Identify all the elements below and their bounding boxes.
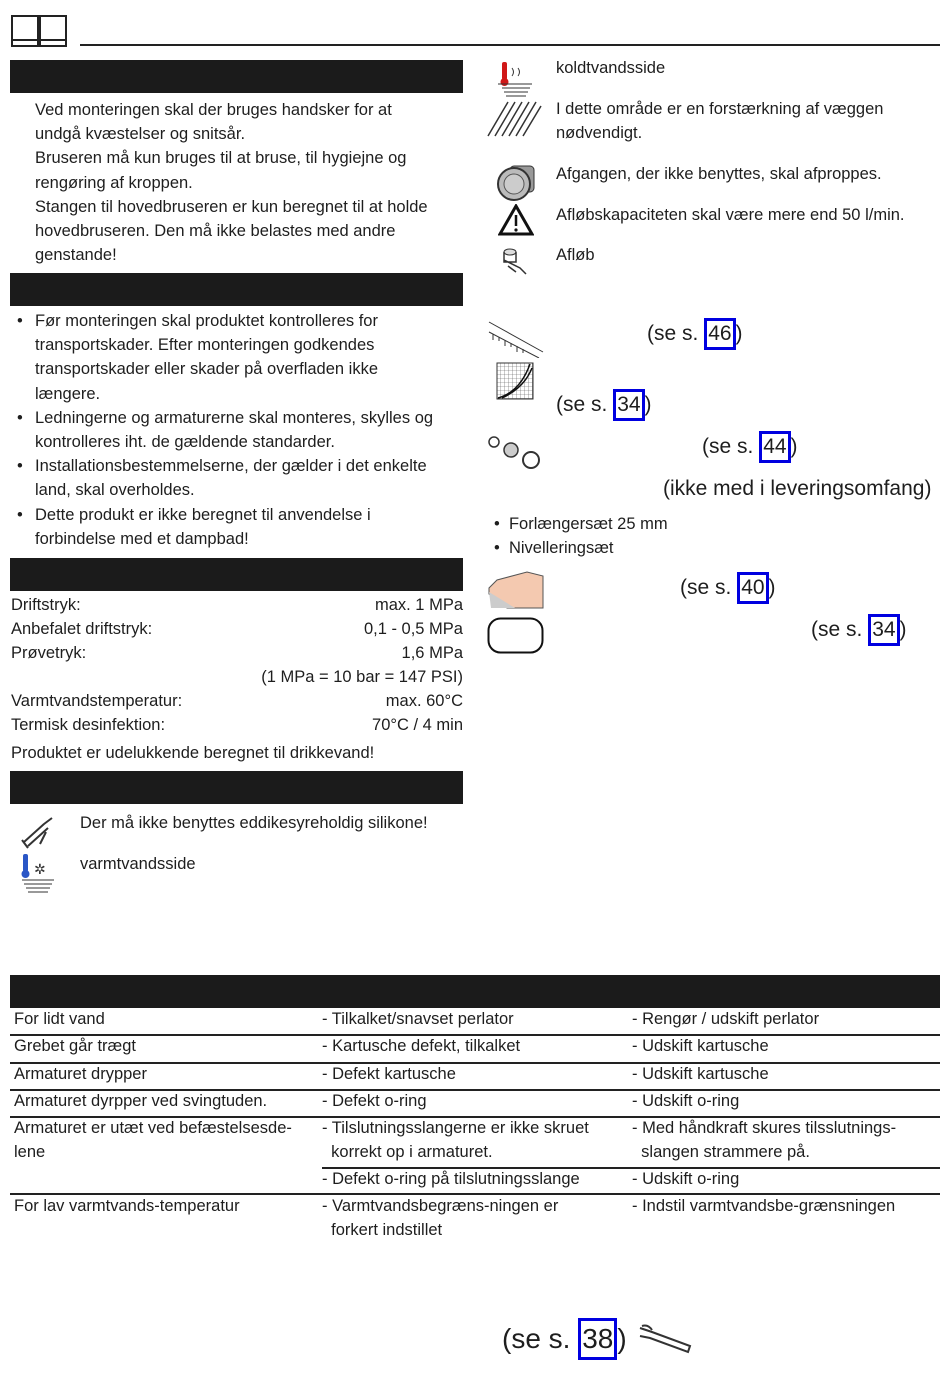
hot-water-side-icon (20, 852, 56, 894)
table-cell: - Udskift kartusche (632, 1037, 769, 1055)
spec-label: Anbefalet driftstryk: (11, 620, 153, 638)
spec-label: Prøvetryk: (11, 644, 87, 662)
safety-line: hovedbruseren. Den må ikke belastes med andre (35, 222, 396, 240)
table-cell: - Udskift kartusche (632, 1065, 769, 1083)
section-header-installation (10, 273, 463, 306)
page-link-38[interactable]: 38 (578, 1318, 617, 1360)
bullet-icon: • (17, 457, 23, 476)
table-cell: Armaturet dyrpper ved svingtuden. (14, 1092, 268, 1110)
rounded-frame-icon (487, 617, 545, 655)
reference-dimensions: (se s. 46 ) (647, 318, 743, 350)
symbol-text-reinforcement-2: nødvendigt. (556, 124, 643, 142)
spare-parts-icon (487, 434, 545, 474)
table-cell: - Udskift o-ring (632, 1092, 740, 1110)
bullet-icon: • (17, 505, 23, 524)
manual-book-icon (10, 10, 68, 48)
reference-cleaning: (se s. 40 ) (680, 572, 776, 604)
spec-label: Varmtvandstemperatur: (11, 692, 183, 710)
table-cell: For lav varmtvands-temperatur (14, 1197, 240, 1215)
installation-line: kontrolleres iht. de gældende standarder. (35, 433, 335, 451)
table-cell: - Rengør / udskift perlator (632, 1010, 820, 1028)
table-cell: - Defekt kartusche (322, 1065, 456, 1083)
cleaning-hand-icon (487, 570, 545, 610)
table-cell: - Tilkalket/snavset perlator (322, 1010, 514, 1028)
safety-line: Ved monteringen skal der bruges handsker for at (35, 101, 392, 119)
page-link-44[interactable]: 44 (759, 431, 790, 463)
installation-line: længere. (35, 384, 101, 403)
section-header-safety (10, 60, 463, 93)
flow-diagram-icon (496, 362, 534, 400)
table-cell: - Udskift o-ring (632, 1170, 740, 1188)
bullet-icon: • (17, 312, 23, 330)
table-cell: - Kartusche defekt, tilkalket (322, 1037, 521, 1055)
cold-water-side-icon (496, 58, 536, 98)
symbol-text-silicone: Der må ikke benyttes eddikesyreholdig silikone! (80, 814, 428, 832)
table-cell: - Tilslutningsslangerne er ikke skruet korrekt op i armaturet. (322, 1119, 589, 1161)
page-link-34-b[interactable]: 34 (868, 614, 899, 646)
spec-value: 70°C / 4 min (372, 716, 463, 734)
symbol-text-cold-water: koldtvandsside (556, 59, 666, 77)
symbol-text-drain-capacity: Afløbskapaciteten skal være mere end 50 l/min. (556, 206, 905, 224)
accessory-item: • Forlængersæt 25 mm (494, 515, 668, 533)
page-link-34[interactable]: 34 (613, 389, 644, 421)
table-cell: Grebet går trægt (14, 1037, 136, 1055)
header-rule (80, 44, 940, 46)
installation-line: Ledningerne og armaturerne skal monteres, skylles og (35, 408, 434, 427)
spec-value: 1,6 MPa (401, 644, 463, 662)
table-cell: - Indstil varmtvandsbe-grænsningen (632, 1197, 896, 1215)
safety-line: Stangen til hovedbruseren er kun beregnet til at holde (35, 197, 428, 216)
installation-line: transportskader eller skader på overfladen ikke (35, 360, 379, 379)
safety-line: undgå kvæstelser og snitsår. (35, 125, 246, 144)
symbol-text-reinforcement-1: I dette område er en forstærkning af væggen (556, 100, 884, 118)
section-header-symbols (10, 771, 463, 804)
reference-spare-parts: (se s. 44 ) (702, 431, 798, 463)
installation-line: transportskader. Efter monteringen godkendes (35, 336, 375, 355)
section-header-technical-data (10, 558, 463, 591)
table-row-divider (10, 1062, 940, 1064)
table-cell: - Varmtvandsbegræns-ningen er forkert indstillet (322, 1197, 559, 1239)
svg-text:✲: ✲ (34, 861, 46, 877)
installation-line: Dette produkt er ikke beregnet til anvendelse i (35, 505, 371, 524)
page-link-46[interactable]: 46 (704, 318, 735, 350)
table-cell: - Defekt o-ring (322, 1092, 427, 1110)
spec-value: max. 60°C (385, 692, 463, 710)
spec-value: max. 1 MPa (374, 596, 463, 614)
installation-line: Før monteringen skal produktet kontrolleres for (35, 312, 378, 330)
accessory-item: • Nivelleringsæt (494, 539, 614, 557)
installation-line: forbindelse med et dampbad! (35, 529, 249, 548)
not-included-note: (ikke med i leveringsomfang) (663, 477, 932, 500)
spec-label: Driftstryk: (11, 596, 81, 614)
wall-reinforcement-hatch-icon (486, 100, 542, 138)
symbol-text-drain: Afløb (556, 246, 595, 264)
section-header-troubleshooting (10, 975, 940, 1008)
spec-value: 0,1 - 0,5 MPa (363, 620, 463, 638)
safety-line: rengøring af kroppen. (35, 173, 193, 192)
specs-note: Produktet er udelukkende beregnet til drikkevand! (11, 744, 375, 762)
safety-line: genstande! (35, 246, 117, 265)
bullet-icon: • (17, 408, 23, 427)
symbol-text-hot-water: varmtvandsside (80, 855, 196, 873)
reference-flow-diagram: (se s. 34 ) (556, 389, 652, 421)
spec-value: (1 MPa = 10 bar = 147 PSI) (261, 668, 463, 686)
wrench-icon (636, 1322, 694, 1356)
warning-icon (498, 204, 534, 236)
table-cell: Armaturet drypper (14, 1065, 147, 1083)
installation-line: Installationsbestemmelserne, der gælder i det enkelte (35, 457, 427, 476)
drain-icon (498, 246, 532, 278)
table-cell: - Med håndkraft skures tilsslutnings- slangen strammere på. (632, 1119, 897, 1161)
page-link-40[interactable]: 40 (737, 572, 768, 604)
safety-line: Bruseren må kun bruges til at bruse, til hygiejne og (35, 149, 407, 168)
reference-function: (se s. 34 ) (811, 614, 907, 646)
plug-cap-icon (494, 160, 538, 204)
table-cell: Armaturet er utæt ved befæstelsesde- lene (14, 1119, 292, 1161)
installation-line: land, skal overholdes. (35, 481, 195, 500)
table-cell: For lidt vand (14, 1010, 105, 1028)
ruler-icon (487, 320, 545, 358)
silicone-gun-icon (18, 812, 58, 852)
reference-service: (se s. 38 ) (502, 1318, 627, 1360)
table-cell: - Defekt o-ring på tilslutningsslange (322, 1170, 580, 1188)
spec-label: Termisk desinfektion: (11, 716, 166, 734)
symbol-text-plug: Afgangen, der ikke benyttes, skal afproppes. (556, 165, 882, 183)
